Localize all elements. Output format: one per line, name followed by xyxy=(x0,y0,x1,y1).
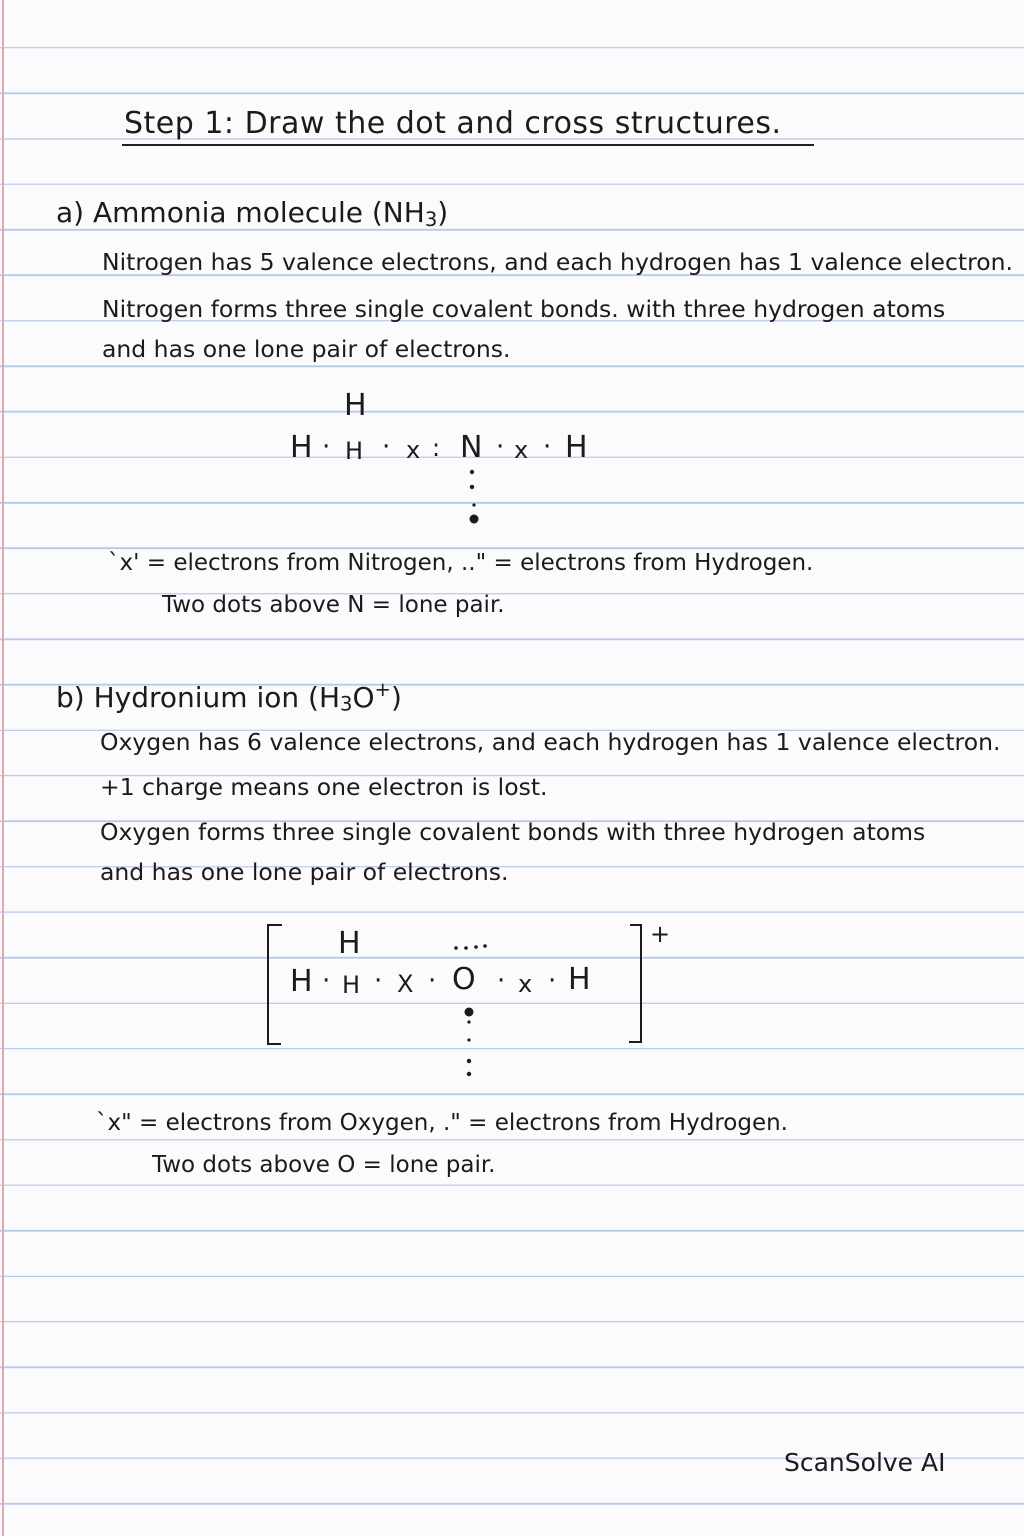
ammonia-dot-1: · xyxy=(322,432,331,462)
hydronium-dot-2: · xyxy=(374,966,383,996)
hydronium-dot-3: · xyxy=(428,966,437,996)
left-bracket xyxy=(268,925,282,1044)
signature: ScanSolve AI xyxy=(784,1448,946,1477)
ammonia-hydrogen-3: H xyxy=(565,430,588,465)
section-a-note-2: Two dots above N = lone pair. xyxy=(162,592,505,618)
hydronium-dot-4: · xyxy=(497,966,506,996)
section-b-title: Hydronium ion (H xyxy=(93,680,341,714)
hydronium-dot-1: · xyxy=(322,966,331,996)
ammonia-hydrogen-2: H xyxy=(345,437,364,465)
ammonia-colon: : xyxy=(432,434,441,462)
ammonia-lone-dot-1 xyxy=(470,470,474,474)
section-b-title-oxygen: O xyxy=(352,680,375,714)
hydronium-charge: + xyxy=(650,920,671,948)
section-b-line-4: and has one lone pair of electrons. xyxy=(100,858,509,886)
section-a-line-1: Nitrogen has 5 valence electrons, and each hydrogen has 1 valence electron. xyxy=(102,248,1013,276)
hydronium-oxygen: O xyxy=(452,962,476,997)
section-a-label: a) xyxy=(56,196,85,229)
section-b-note-2: Two dots above O = lone pair. xyxy=(152,1152,496,1178)
section-b-title-subscript: 3 xyxy=(340,692,353,716)
ammonia-lone-dot-4 xyxy=(470,515,479,524)
ammonia-hydrogen-1: H xyxy=(290,430,313,465)
section-a-title-end: ) xyxy=(437,196,449,229)
section-a-line-2: Nitrogen forms three single covalent bonds. with three hydrogen atoms xyxy=(102,295,946,323)
page-title: Step 1: Draw the dot and cross structures. xyxy=(124,106,782,141)
ammonia-lone-dot-2 xyxy=(470,485,474,489)
section-b-line-2: +1 charge means one electron is lost. xyxy=(100,773,548,801)
ammonia-cross-2: x xyxy=(514,436,529,464)
hydronium-top-hydrogen: H xyxy=(338,926,361,961)
hydronium-cross-1: X xyxy=(397,970,414,998)
hydronium-dot-5: · xyxy=(548,966,557,996)
section-b-line-3: Oxygen forms three single covalent bonds with three hydrogen atoms xyxy=(100,818,926,846)
section-b-line-1: Oxygen has 6 valence electrons, and each hydrogen has 1 valence electron. xyxy=(100,728,1001,756)
ammonia-top-hydrogen: H xyxy=(344,388,367,423)
section-b-label: b) xyxy=(56,680,85,714)
section-a-title-subscript: 3 xyxy=(424,207,438,231)
ammonia-lone-dot-3 xyxy=(472,503,475,506)
section-b-note-1: `x" = electrons from Oxygen, ." = electrons from Hydrogen. xyxy=(96,1110,788,1136)
hydronium-top-dot-4 xyxy=(483,944,487,948)
section-a-note-1: `x' = electrons from Nitrogen, .." = electrons from Hydrogen. xyxy=(108,550,814,576)
ammonia-nitrogen: N xyxy=(460,430,483,465)
section-a-title: Ammonia molecule (NH xyxy=(93,196,425,229)
section-b-title-superscript: + xyxy=(374,678,391,701)
ammonia-dot-2: · xyxy=(382,432,391,462)
ammonia-cross-1: x xyxy=(406,436,421,464)
ammonia-dot-4: · xyxy=(543,432,552,462)
hydronium-top-dot-1 xyxy=(454,946,458,950)
hydronium-bottom-dot-5 xyxy=(467,1072,471,1076)
hydronium-hydrogen-1: H xyxy=(290,964,313,999)
hydronium-bottom-dot-3 xyxy=(467,1038,470,1041)
hydronium-bottom-dot-2 xyxy=(467,1020,470,1023)
hydronium-top-dot-3 xyxy=(474,945,478,949)
section-a-line-3: and has one lone pair of electrons. xyxy=(102,335,511,363)
hydronium-hydrogen-3: H xyxy=(568,962,591,997)
hydronium-bottom-dot-1 xyxy=(465,1008,474,1017)
hydronium-top-dot-2 xyxy=(464,946,468,950)
hydronium-hydrogen-2: H xyxy=(342,971,361,999)
ammonia-dot-3: · xyxy=(496,432,505,462)
hydronium-cross-2: x xyxy=(518,970,533,998)
right-bracket xyxy=(629,925,641,1042)
section-b-title-end: ) xyxy=(390,680,402,714)
hydronium-bottom-dot-4 xyxy=(467,1059,471,1063)
